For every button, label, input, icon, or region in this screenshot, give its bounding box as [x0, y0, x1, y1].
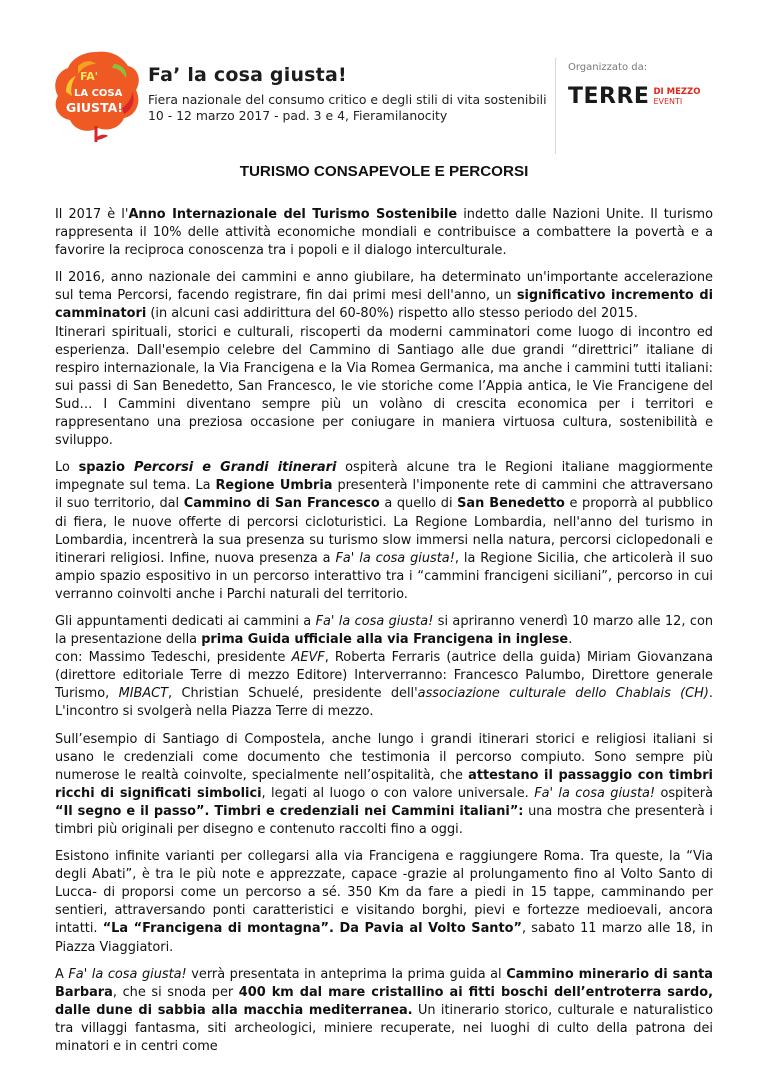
text-run: significativo incremento di camminatori — [55, 288, 713, 322]
text-run: spazio — [78, 460, 135, 476]
organizer-name: TERRE — [568, 84, 650, 109]
text-run: “Il segno e il passo”. Timbri e credenziali nei Cammini italiani”: — [55, 803, 524, 819]
event-title-block — [148, 64, 547, 124]
text-run: Gli appuntamenti dedicati ai cammini a — [55, 613, 316, 629]
document-title: TURISMO CONSAPEVOLE E PERCORSI — [239, 163, 529, 180]
text-run: Cammino di San Francesco — [183, 496, 380, 512]
text-run: con: Massimo Tedeschi, presidente — [55, 650, 292, 666]
paragraph-santa-barbara — [55, 966, 713, 1056]
organizer-sub-eventi: EVENTI — [653, 96, 683, 106]
text-run: , legati al luogo o con valore universale. — [261, 785, 535, 801]
paragraph-appuntamenti — [55, 613, 713, 649]
svg-text:LA COSA: LA COSA — [74, 88, 123, 99]
text-run: Fa' la cosa giusta! — [534, 785, 656, 801]
text-run: associazione culturale dello Chablais (CH) — [417, 686, 709, 702]
paragraph-via-abati — [55, 848, 713, 957]
text-run: , che si snoda per — [112, 984, 239, 1000]
text-run: indetto dalle Nazioni Unite. Il turismo rappresenta il 10% delle attività economiche mondiali e contribuisce a combattere la povertà e a favorire la reciproca conoscenza tra i popoli e il dialogo interculturale. — [55, 207, 713, 259]
text-run: (in alcuni casi addirittura del 60-80%) rispetto allo stesso periodo del 2015. — [146, 306, 638, 322]
text-run: ospiterà alcune tra le Regioni italiane maggiormente impegnate sul tema. La — [55, 460, 713, 494]
text-run: ospiterà — [655, 785, 714, 801]
text-run: . L'incontro si svolgerà nella Piazza Terre di mezzo. — [55, 686, 713, 720]
text-run: Anno Internazionale del Turismo Sostenibile — [128, 207, 458, 222]
fa-la-cosa-giusta-logo — [52, 46, 140, 146]
event-subtitle: Fiera nazionale del consumo critico e degli stili di vita sostenibili — [148, 92, 547, 107]
text-run: AEVF — [291, 650, 325, 666]
text-run: Il 2017 è l' — [55, 207, 129, 222]
document-body — [55, 206, 713, 1065]
text-run: Itinerari spirituali, storici e culturali, riscoperti da moderni camminatori come luogo di incontro ed esperienza. Dall'esempio celebre del Cammino di Santiago alle due grandi “direttrici” italiane di respiro internazionale, la Via Francigena e la Via Romea Germanica, ma anche i cammini tutti italiani: sui passi di San Benedetto, San Francesco, le vie storiche come l’Appia antica, le Vie Francigene del Sud… I Cammini diventano sempre più un volàno di crescita economica per i territori e rappresentano una preziosa occasione per coniugare in maniera virtuosa cultura, sostenibilità e sviluppo. — [55, 324, 713, 449]
text-run: Percorsi e Grandi itinerari — [134, 460, 337, 476]
text-run: San Benedetto — [457, 496, 565, 512]
text-run: Cammino minerario di santa Barbara — [55, 966, 714, 1000]
header-divider — [555, 58, 556, 154]
text-run: Esistono infinite varianti per collegarsi alla via Francigena e raggiungere Roma. Tra queste, la “Via degli Abati”, è tra le più note e apprezzate, capace -grazie al prolungamento fino al Volto Santo di Lucca- di proporsi come un percorso a sé. 350 Km da fare a piedi in 15 tappe, camminando per sentieri, attraversando ponti caratteristici e visitando borghi, pievi e fortezze medioevali, ancora intatti. — [55, 849, 713, 937]
text-run: 400 km dal mare cristallino ai fitti boschi dell’entroterra sardo, dalle dune di sabbia alla macchia mediterranea. — [55, 984, 713, 1018]
text-run: A — [55, 966, 69, 982]
text-run: presenterà l'imponente rete di cammini che attraversano il suo territorio, dal — [55, 478, 713, 512]
text-run: , Christian Schuelé, presidente dell' — [168, 686, 418, 702]
event-title: Fa’ la cosa giusta! — [148, 64, 347, 86]
text-run: una mostra che presenterà i timbri più originali per disegno e contenuto raccolti fino a oggi. — [55, 803, 714, 837]
text-run: , Roberta Ferraris (autrice della guida) Miriam Giovanzana (direttore editoriale Terre di mezzo Editore) Interverranno: Francesco Palumbo, Direttore generale Turismo, — [55, 650, 713, 702]
paragraph-anno-cammini — [55, 269, 713, 323]
organizer-label: Organizzato da: — [568, 62, 648, 73]
text-run: si apriranno venerdì 10 marzo alle 12, con la presentazione della — [55, 613, 714, 648]
text-run: e proporrà al pubblico di fiera, le nuove offerte di percorsi cicloturistici. La Regione Lombardia, nell'anno del turismo in Lombardia, incentrerà la sua presenza su turismo slow immersi nella natura, percorsi ciclopedonali e itinerari religiosi. Infine, nuova presenza a — [55, 496, 713, 566]
text-run: prima Guida ufficiale alla via Francigena in inglese — [201, 632, 569, 648]
text-run: verrà presentata in anteprima la prima guida al — [186, 966, 507, 982]
paragraph-timbri — [55, 731, 713, 840]
text-run: Fa' la cosa giusta! — [68, 966, 187, 982]
text-run: Lo — [55, 460, 79, 476]
event-dates: 10 - 12 marzo 2017 - pad. 3 e 4, Fieramilanocity — [148, 108, 448, 123]
paragraph-spazio-percorsi — [55, 459, 713, 604]
text-run: Un itinerario storico, culturale e naturalistico tra villaggi fantasma, siti archeologici, miniere recuperate, nei luoghi di culto della patrona dei minatori e in centri come — [55, 1002, 713, 1055]
text-run: a quello di — [379, 496, 458, 512]
text-run: , sabato 11 marzo alle 18, in Piazza Viaggiatori. — [55, 921, 713, 955]
text-run: Sull’esempio di Santiago di Compostela, anche lungo i grandi itinerari storici e religiosi italiani si usano le credenziali come documento che testimonia il percorso compiuto. Sono sempre più numerose le realtà coinvolte, specialmente nell’ospitalità, che — [55, 731, 713, 783]
svg-text:GIUSTA!: GIUSTA! — [66, 100, 123, 115]
text-run: attestano il passaggio con timbri ricchi di significati simbolici — [55, 767, 713, 801]
text-run: MIBACT — [118, 686, 169, 702]
text-run: . — [568, 632, 573, 648]
text-run: Fa' la cosa giusta! — [335, 550, 455, 566]
text-run: Regione Umbria — [215, 478, 333, 494]
paragraph-anno-internazionale — [55, 206, 713, 260]
terre-di-mezzo-logo — [568, 84, 700, 109]
text-run: Fa' la cosa giusta! — [315, 613, 434, 629]
text-run: Il 2016, anno nazionale dei cammini e anno giubilare, ha determinato un'importante accelerazione sul tema Percorsi, facendo registrare, fin dai primi mesi dell'anno, un — [55, 270, 713, 304]
svg-text:FA': FA' — [80, 70, 99, 83]
paragraph-itinerari — [55, 324, 713, 451]
page-header — [0, 0, 768, 170]
paragraph-relatori — [55, 649, 713, 721]
organizer-sub-di-mezzo: DI MEZZO — [653, 86, 701, 97]
text-run: , la Regione Sicilia, che articolerà il suo ampio spazio espositivo in un percorso interattivo tra i “cammini francigeni siciliani”, percorso in cui verranno coinvolti anche i Parchi naturali del territorio. — [55, 550, 714, 602]
text-run: “La “Francigena di montagna”. Da Pavia al Volto Santo” — [102, 921, 522, 937]
